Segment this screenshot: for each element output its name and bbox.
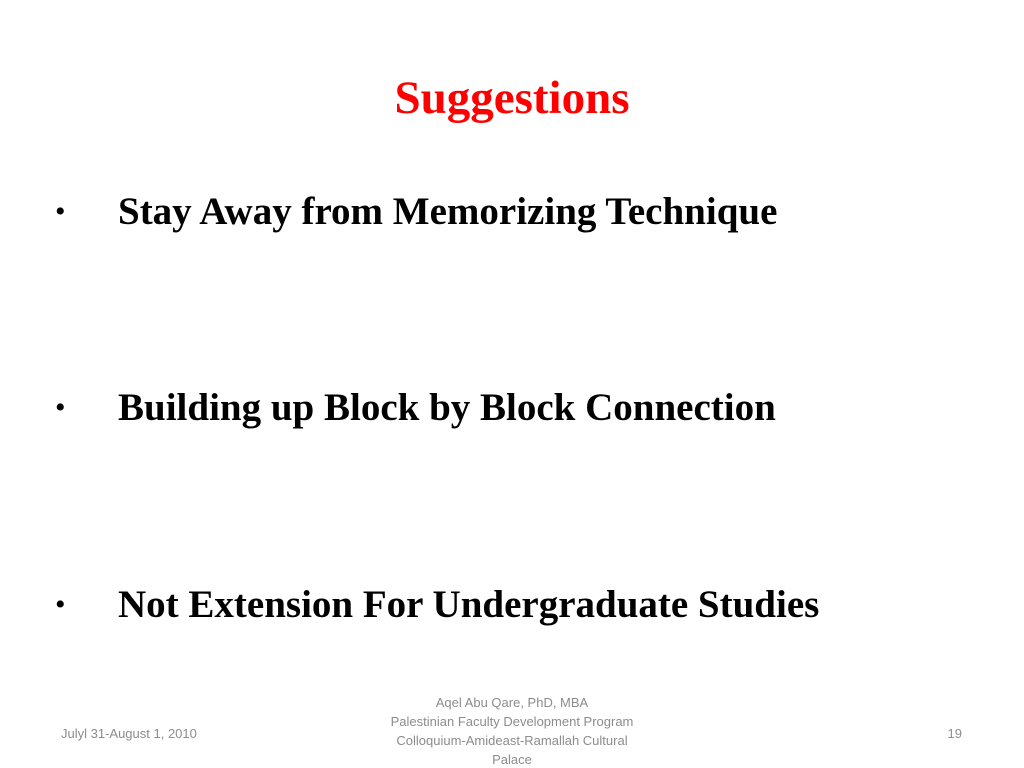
bullet-text: Stay Away from Memorizing Technique [118,190,778,233]
bullet-item [55,378,776,438]
footer-center-line: Palestinian Faculty Development Program [390,714,634,729]
bullet-item [55,182,777,242]
footer-center-line: Colloquium-Amideast-Ramallah Cultural [396,733,628,748]
footer-center-line: Aqel Abu Qare, PhD, MBA [435,695,589,710]
footer-center-line: Palace [492,752,532,767]
bullet-dot-icon: • [55,391,66,424]
footer-page-number: 19 [947,726,962,741]
bullet-dot-icon: • [55,588,66,621]
footer-presenter-info [352,693,672,768]
bullet-text: Building up Block by Block Connection [118,386,776,429]
bullet-text: Not Extension For Undergraduate Studies [118,583,820,626]
bullet-item [55,575,819,635]
slide-title: Suggestions [394,72,630,124]
footer-date: Julyl 31-August 1, 2010 [61,726,197,741]
bullet-dot-icon: • [55,195,66,228]
